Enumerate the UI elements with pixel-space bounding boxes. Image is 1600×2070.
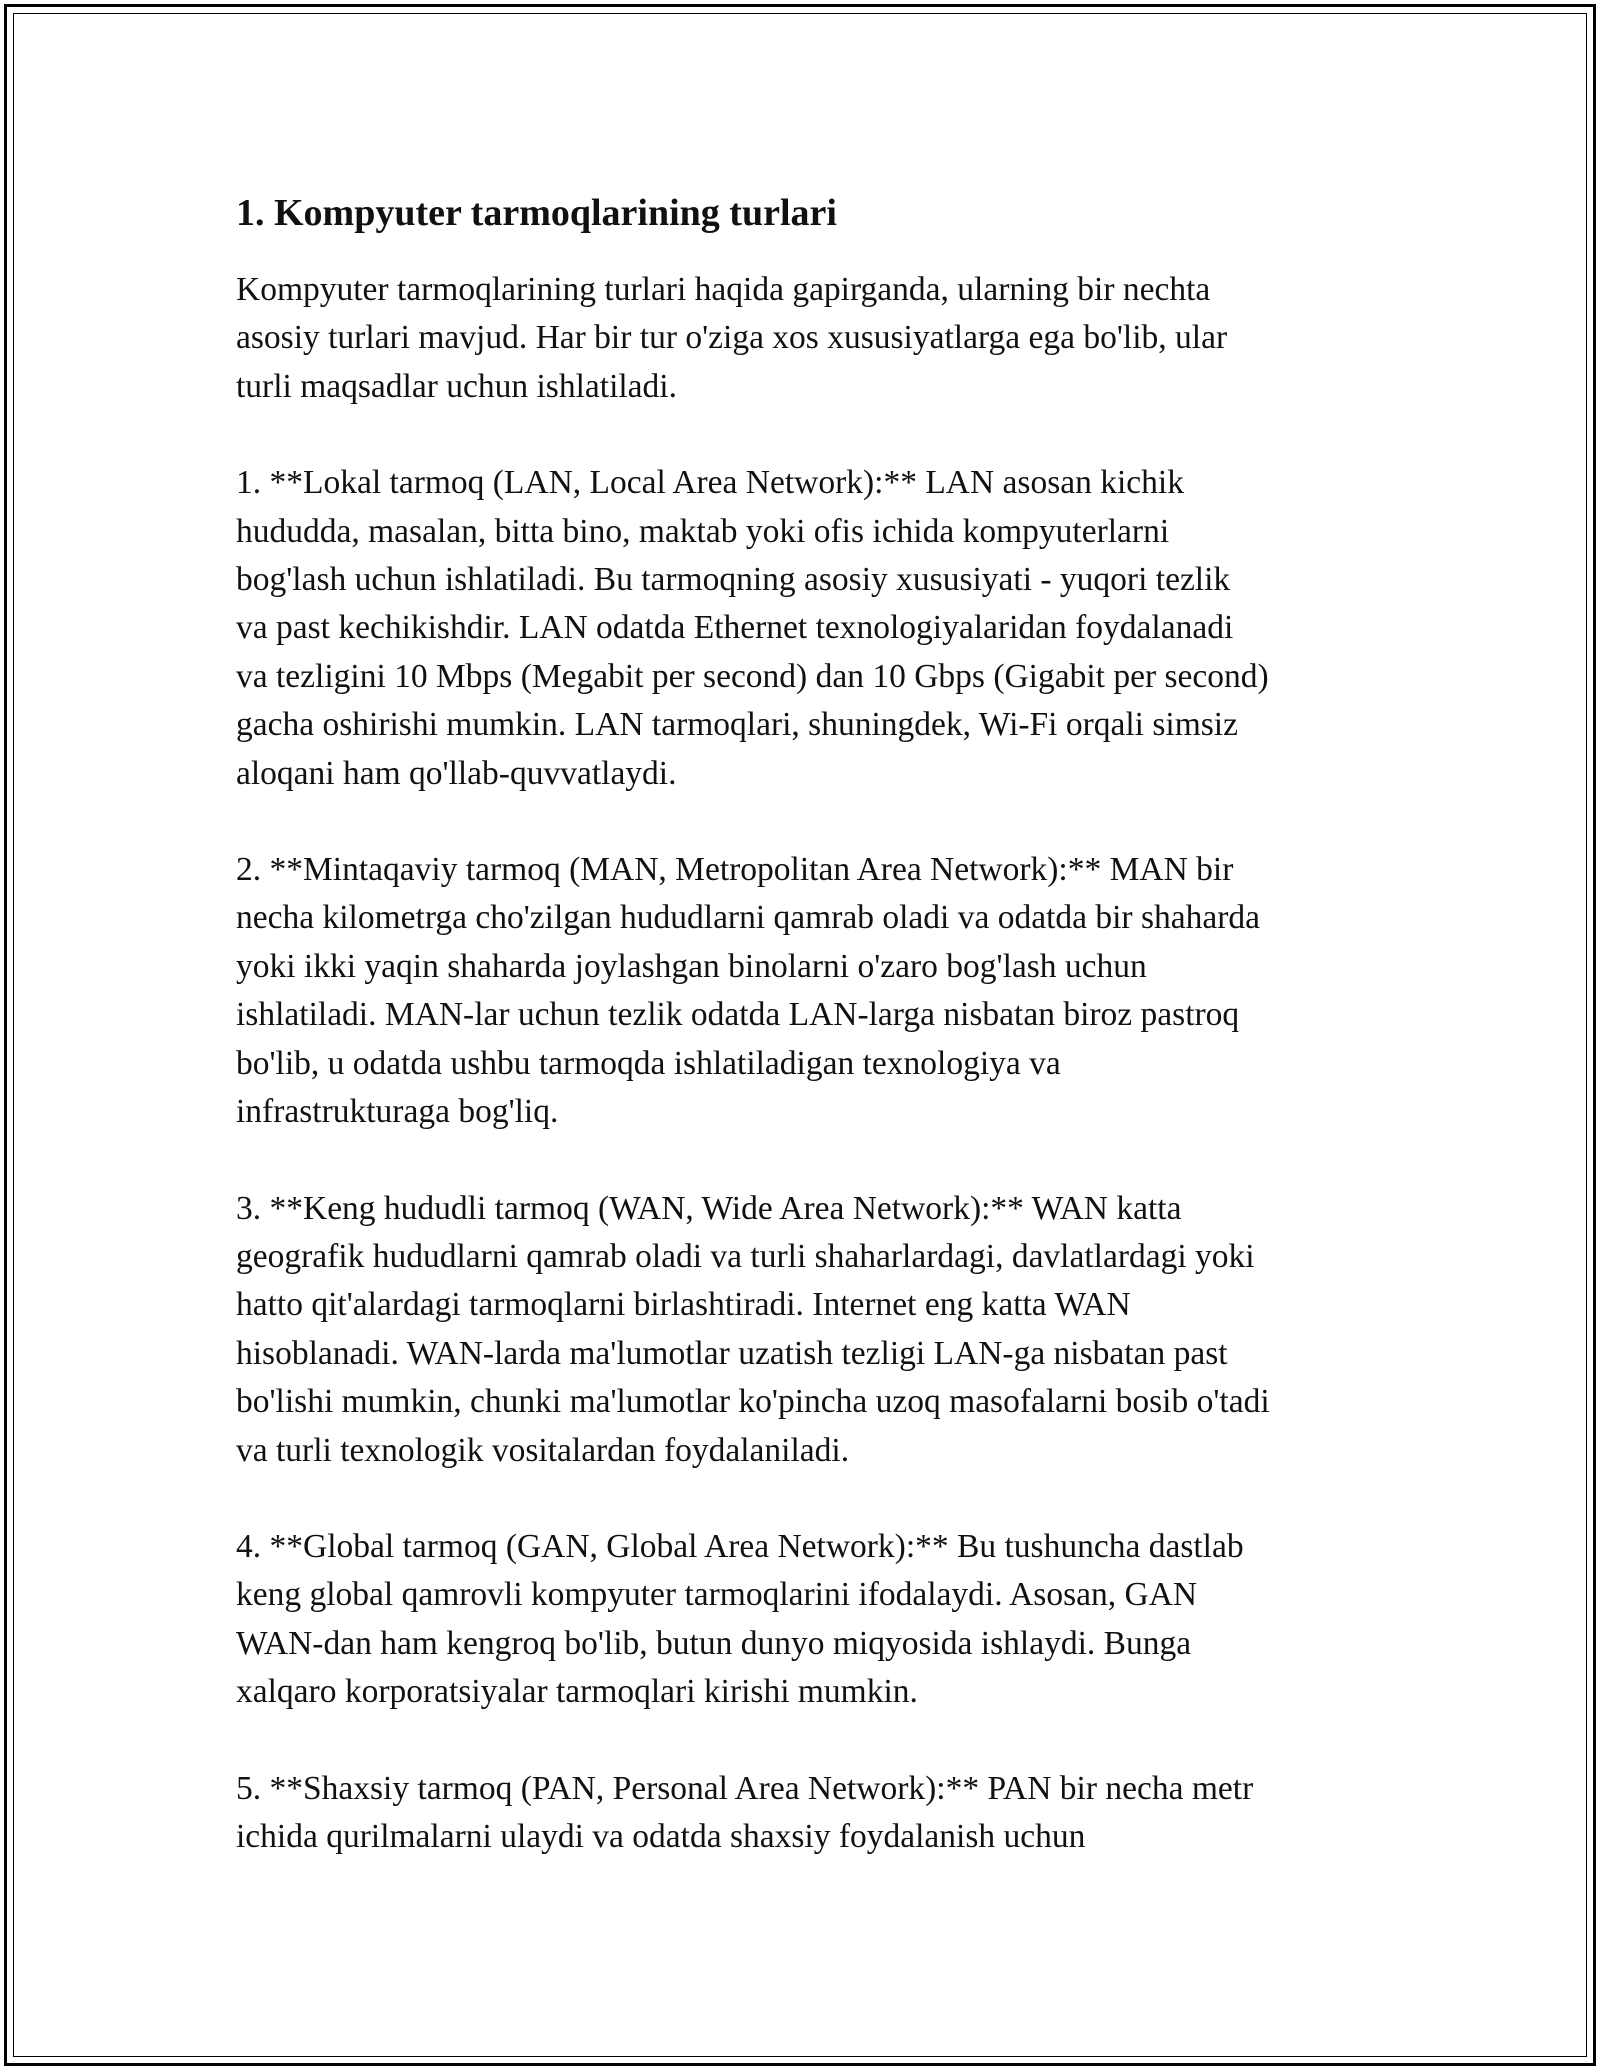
text-line: yoki ikki yaqin shaharda joylashgan binolarni o'zaro bog'lash uchun [236, 947, 1147, 985]
text-line: ishlatiladi. MAN-lar uchun tezlik odatda LAN-larga nisbatan biroz pastroq [236, 996, 1240, 1034]
paragraph-man [236, 846, 1376, 1136]
text-line: xalqaro korporatsiyalar tarmoqlari kirishi mumkin. [236, 1673, 918, 1711]
text-line: asosiy turlari mavjud. Har bir tur o'ziga xos xususiyatlarga ega bo'lib, ular [236, 319, 1228, 357]
text-line: ichida qurilmalarni ulaydi va odatda shaxsiy foydalanish uchun [236, 1817, 1086, 1855]
text-line: bog'lash uchun ishlatiladi. Bu tarmoqning asosiy xususiyati - yuqori tezlik [236, 561, 1231, 599]
paragraph-pan [236, 1765, 1376, 1862]
text-line: hisoblanadi. WAN-larda ma'lumotlar uzatish tezligi LAN-ga nisbatan past [236, 1334, 1228, 1372]
text-line: va tezligini 10 Mbps (Megabit per second) dan 10 Gbps (Gigabit per second) [236, 657, 1269, 695]
section-heading: 1. Kompyuter tarmoqlarining turlari [236, 192, 837, 234]
text-line: aloqani ham qo'llab-quvvatlaydi. [236, 754, 677, 792]
text-line: keng global qamrovli kompyuter tarmoqlarini ifodalaydi. Asosan, GAN [236, 1576, 1198, 1614]
text-line: 3. **Keng hududli tarmoq (WAN, Wide Area Network):** WAN katta [236, 1189, 1182, 1227]
text-line: 4. **Global tarmoq (GAN, Global Area Network):** Bu tushuncha dastlab [236, 1527, 1244, 1565]
text-line: infrastrukturaga bog'liq. [236, 1093, 559, 1131]
paragraph-gan [236, 1523, 1376, 1717]
text-line: WAN-dan ham kengroq bo'lib, butun dunyo miqyosida ishlaydi. Bunga [236, 1624, 1192, 1662]
text-line: necha kilometrga cho'zilgan hududlarni qamrab oladi va odatda bir shaharda [236, 899, 1261, 937]
text-line: 1. **Lokal tarmoq (LAN, Local Area Network):** LAN asosan kichik [236, 464, 1184, 502]
text-line: hududda, masalan, bitta bino, maktab yoki ofis ichida kompyuterlarni [236, 512, 1170, 550]
text-line: 2. **Mintaqaviy tarmoq (MAN, Metropolitan Area Network):** MAN bir [236, 851, 1234, 889]
paragraph-lan [236, 459, 1376, 798]
text-line: bo'lishi mumkin, chunki ma'lumotlar ko'pincha uzoq masofalarni bosib o'tadi [236, 1383, 1270, 1421]
text-line: hatto qit'alardagi tarmoqlarni birlashtiradi. Internet eng katta WAN [236, 1286, 1131, 1324]
text-line: Kompyuter tarmoqlarining turlari haqida gapirganda, ularning bir nechta [236, 271, 1211, 308]
document-body [236, 188, 1376, 1909]
text-line: 5. **Shaxsiy tarmoq (PAN, Personal Area Network):** PAN bir necha metr [236, 1769, 1254, 1807]
text-line: gacha oshirishi mumkin. LAN tarmoqlari, shuningdek, Wi-Fi orqali simsiz [236, 706, 1238, 744]
paragraph-wan [236, 1185, 1376, 1475]
paragraph-intro [236, 266, 1376, 411]
text-line: geografik hududlarni qamrab oladi va turli shaharlardagi, davlatlardagi yoki [236, 1237, 1255, 1275]
text-line: turli maqsadlar uchun ishlatiladi. [236, 367, 677, 405]
text-line: va turli texnologik vositalardan foydalaniladi. [236, 1431, 850, 1469]
text-line: bo'lib, u odatda ushbu tarmoqda ishlatiladigan texnologiya va [236, 1044, 1061, 1082]
text-line: va past kechikishdir. LAN odatda Ethernet texnologiyalaridan foydalanadi [236, 609, 1234, 647]
